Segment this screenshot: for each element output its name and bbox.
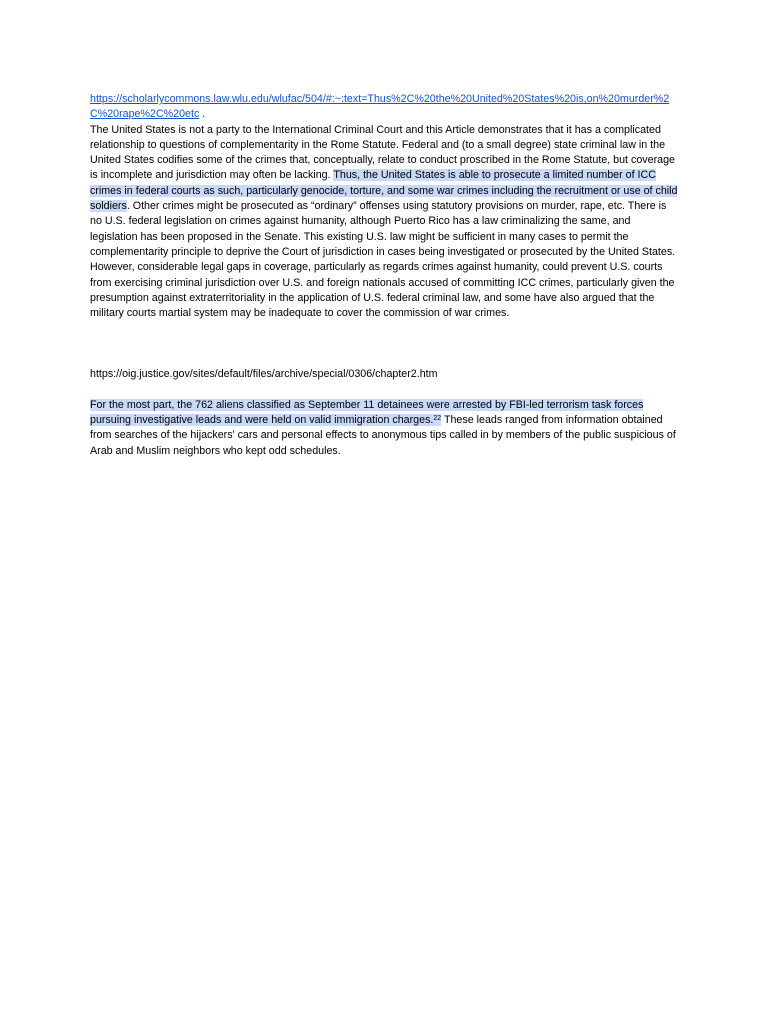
- spacer: [90, 321, 680, 367]
- highlighted-text: For the most part, the 762 aliens classified as September 11 detainees were arrested by FBI-led terrorism task forces pursuing investigative leads and were held on valid immigration charges.: [90, 398, 644, 427]
- oig-justice-url: https://oig.justice.gov/sites/default/files/archive/special/0306/chapter2.htm: [90, 368, 438, 381]
- footnote-marker[interactable]: 22: [433, 415, 442, 423]
- paragraph-rome-statute: [90, 123, 680, 322]
- highlighted-passage: Thus, the United States is able to prosecute a limited number of ICC crimes in federal courts as such, particularly genocide, torture, and some war crimes including the recruitment or use of child soldiers: [90, 169, 678, 213]
- link-period: .: [202, 108, 206, 121]
- scholarly-commons-link[interactable]: https://scholarlycommons.law.wlu.edu/wlufac/504/#:~:text=Thus%2C%20the%20United%20States%20is,on%20murder%2C%20rape%2C%20etc: [90, 93, 670, 121]
- paragraph-text-after: . Other crimes might be prosecuted as “ordinary” offenses using statutory provisions on murder, rape, etc. There is no U.S. federal legislation on crimes against humanity, although Puerto Rico has a law criminalizing the same, and legislation has been proposed in the Senate. This existing U.S. law might be sufficient in many cases to permit the complementarity principle to deprive the Court of jurisdiction in cases being investigated or prosecuted by the United States. However, considerable legal gaps in coverage, particularly as regards crimes against humanity, could prevent U.S. courts from exercising criminal jurisdiction over U.S. and foreign nationals accused of committing ICC crimes, particularly given the presumption against extraterritoriality in the application of U.S. federal criminal law, and some have also argued that the military courts martial system may be inadequate to cover the commission of war crimes.: [90, 200, 676, 320]
- paragraph-detainees: [90, 398, 680, 459]
- document-page: [90, 92, 680, 459]
- paragraph-text-after: These leads ranged from information obtained from searches of the hijackers' cars and personal effects to anonymous tips called in by members of the public suspicious of Arab and Muslim neighbors who kept odd schedules.: [90, 414, 676, 457]
- section-oig-justice: [90, 367, 680, 458]
- spacer: [90, 383, 680, 398]
- paragraph-text-before: The United States is not a party to the International Criminal Court and this Article demonstrates that it has a complicated relationship to questions of complementarity in the Rome Statute. Federal and (to a small degree) state criminal law in the United States codifies some of the crimes that, conceptually, relate to conduct proscribed in the Rome Statute, but coverage is incomplete and jurisdiction may often be lacking.: [90, 123, 675, 182]
- source-link-line: [90, 92, 680, 123]
- section-scholarly-commons: [90, 92, 680, 321]
